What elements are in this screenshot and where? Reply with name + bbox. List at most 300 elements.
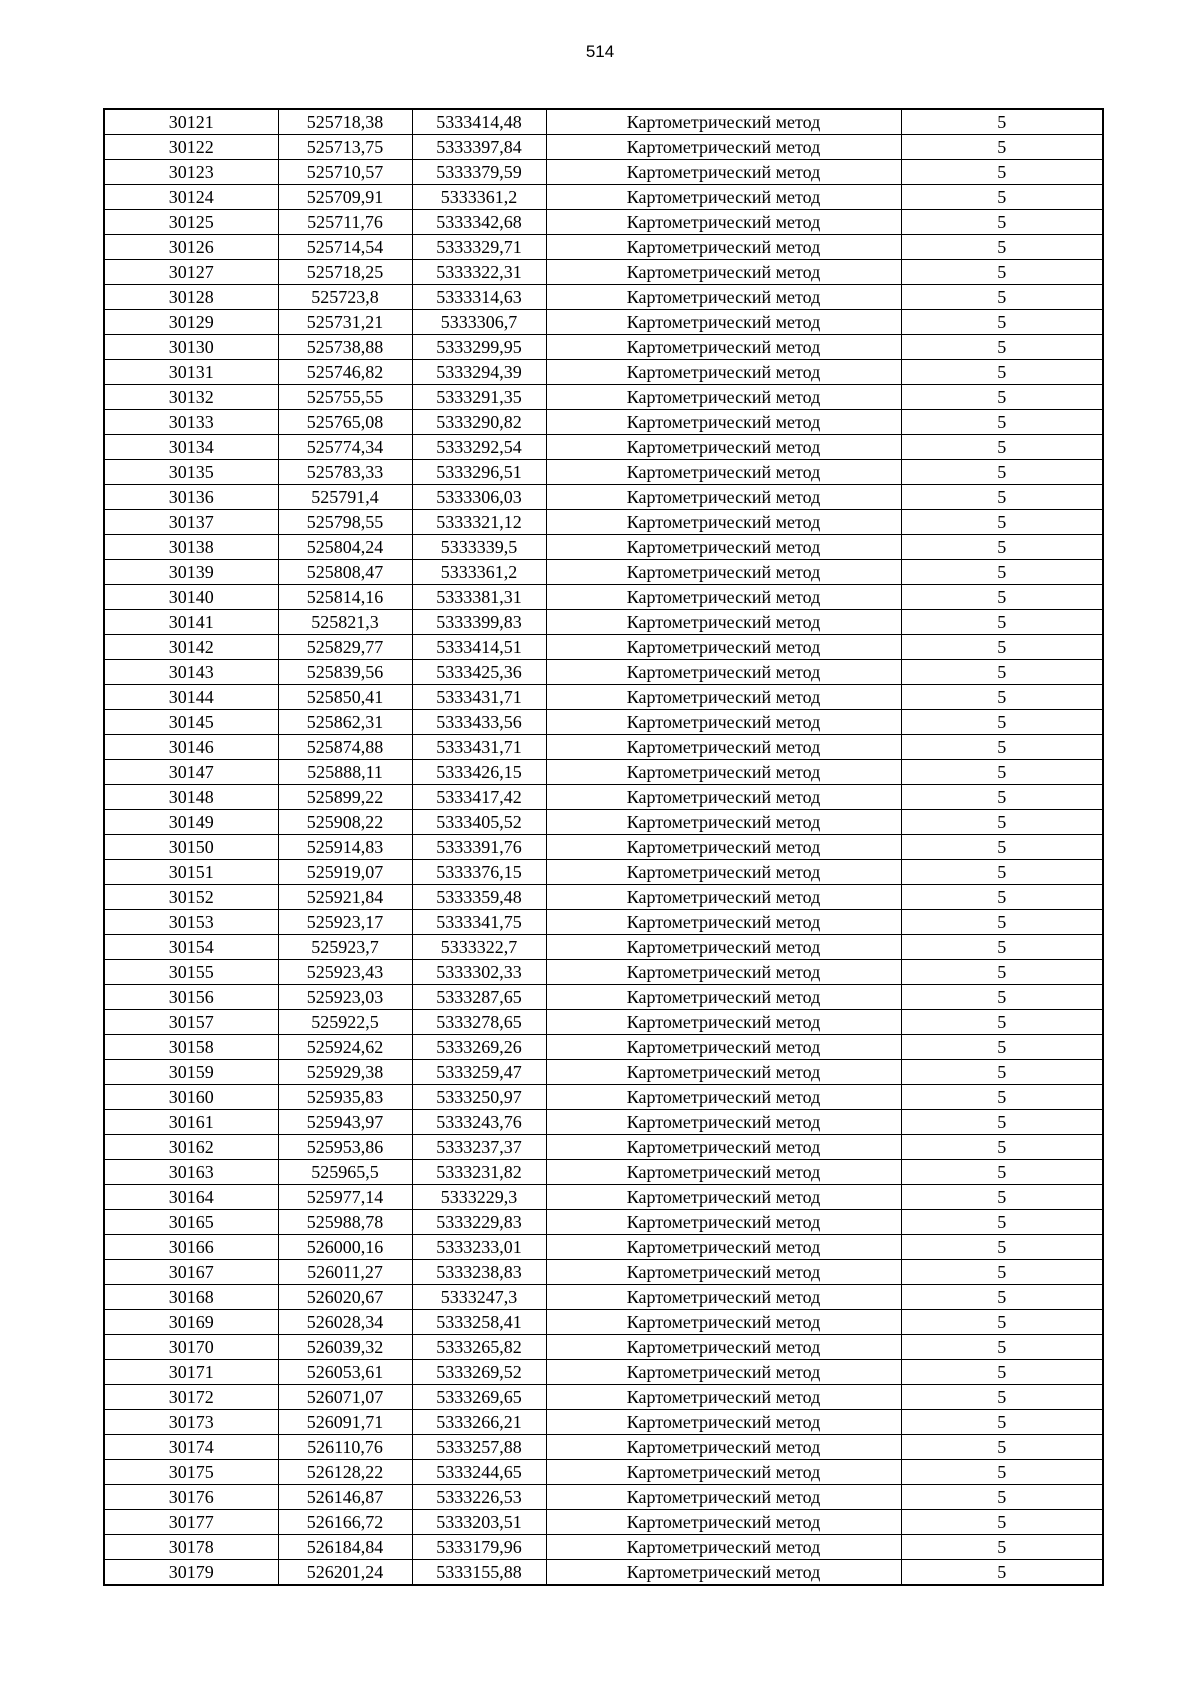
y-coordinate-cell: 5333397,84 — [412, 135, 546, 160]
y-coordinate-cell: 5333329,71 — [412, 235, 546, 260]
table-row — [104, 360, 1103, 385]
point-number-cell: 30131 — [104, 360, 278, 385]
method-cell: Картометрический метод — [546, 1185, 901, 1210]
point-number-cell: 30168 — [104, 1285, 278, 1310]
table-row — [104, 1010, 1103, 1035]
y-coordinate-cell: 5333433,56 — [412, 710, 546, 735]
method-cell: Картометрический метод — [546, 985, 901, 1010]
table-row — [104, 710, 1103, 735]
x-coordinate-cell: 526201,24 — [278, 1560, 412, 1586]
y-coordinate-cell: 5333391,76 — [412, 835, 546, 860]
y-coordinate-cell: 5333259,47 — [412, 1060, 546, 1085]
point-number-cell: 30174 — [104, 1435, 278, 1460]
method-cell: Картометрический метод — [546, 535, 901, 560]
method-cell: Картометрический метод — [546, 160, 901, 185]
table-row — [104, 935, 1103, 960]
accuracy-cell: 5 — [901, 710, 1103, 735]
x-coordinate-cell: 526166,72 — [278, 1510, 412, 1535]
table-row — [104, 910, 1103, 935]
y-coordinate-cell: 5333278,65 — [412, 1010, 546, 1035]
point-number-cell: 30134 — [104, 435, 278, 460]
y-coordinate-cell: 5333265,82 — [412, 1335, 546, 1360]
y-coordinate-cell: 5333321,12 — [412, 510, 546, 535]
coordinates-table — [103, 108, 1104, 1586]
x-coordinate-cell: 525923,17 — [278, 910, 412, 935]
method-cell: Картометрический метод — [546, 1035, 901, 1060]
accuracy-cell: 5 — [901, 510, 1103, 535]
y-coordinate-cell: 5333361,2 — [412, 185, 546, 210]
table-row — [104, 510, 1103, 535]
accuracy-cell: 5 — [901, 485, 1103, 510]
point-number-cell: 30177 — [104, 1510, 278, 1535]
table-row — [104, 235, 1103, 260]
x-coordinate-cell: 525791,4 — [278, 485, 412, 510]
x-coordinate-cell: 525988,78 — [278, 1210, 412, 1235]
point-number-cell: 30124 — [104, 185, 278, 210]
accuracy-cell: 5 — [901, 1510, 1103, 1535]
x-coordinate-cell: 525755,55 — [278, 385, 412, 410]
accuracy-cell: 5 — [901, 760, 1103, 785]
point-number-cell: 30153 — [104, 910, 278, 935]
x-coordinate-cell: 526028,34 — [278, 1310, 412, 1335]
table-row — [104, 1135, 1103, 1160]
table-row — [104, 210, 1103, 235]
table-row — [104, 885, 1103, 910]
method-cell: Картометрический метод — [546, 635, 901, 660]
method-cell: Картометрический метод — [546, 1460, 901, 1485]
y-coordinate-cell: 5333361,2 — [412, 560, 546, 585]
point-number-cell: 30143 — [104, 660, 278, 685]
point-number-cell: 30163 — [104, 1160, 278, 1185]
point-number-cell: 30165 — [104, 1210, 278, 1235]
y-coordinate-cell: 5333405,52 — [412, 810, 546, 835]
point-number-cell: 30126 — [104, 235, 278, 260]
table-row — [104, 1210, 1103, 1235]
y-coordinate-cell: 5333243,76 — [412, 1110, 546, 1135]
x-coordinate-cell: 526110,76 — [278, 1435, 412, 1460]
point-number-cell: 30144 — [104, 685, 278, 710]
y-coordinate-cell: 5333431,71 — [412, 735, 546, 760]
y-coordinate-cell: 5333322,7 — [412, 935, 546, 960]
method-cell: Картометрический метод — [546, 460, 901, 485]
method-cell: Картометрический метод — [546, 335, 901, 360]
point-number-cell: 30157 — [104, 1010, 278, 1035]
point-number-cell: 30132 — [104, 385, 278, 410]
accuracy-cell: 5 — [901, 785, 1103, 810]
accuracy-cell: 5 — [901, 810, 1103, 835]
y-coordinate-cell: 5333269,65 — [412, 1385, 546, 1410]
accuracy-cell: 5 — [901, 260, 1103, 285]
y-coordinate-cell: 5333306,7 — [412, 310, 546, 335]
accuracy-cell: 5 — [901, 560, 1103, 585]
table-row — [104, 535, 1103, 560]
method-cell: Картометрический метод — [546, 185, 901, 210]
y-coordinate-cell: 5333229,3 — [412, 1185, 546, 1210]
y-coordinate-cell: 5333258,41 — [412, 1310, 546, 1335]
x-coordinate-cell: 525888,11 — [278, 760, 412, 785]
x-coordinate-cell: 525839,56 — [278, 660, 412, 685]
point-number-cell: 30122 — [104, 135, 278, 160]
method-cell: Картометрический метод — [546, 1410, 901, 1435]
point-number-cell: 30171 — [104, 1360, 278, 1385]
table-row — [104, 1235, 1103, 1260]
y-coordinate-cell: 5333238,83 — [412, 1260, 546, 1285]
point-number-cell: 30141 — [104, 610, 278, 635]
table-row — [104, 1335, 1103, 1360]
x-coordinate-cell: 525862,31 — [278, 710, 412, 735]
accuracy-cell: 5 — [901, 1110, 1103, 1135]
accuracy-cell: 5 — [901, 185, 1103, 210]
accuracy-cell: 5 — [901, 335, 1103, 360]
method-cell: Картометрический метод — [546, 1435, 901, 1460]
y-coordinate-cell: 5333229,83 — [412, 1210, 546, 1235]
method-cell: Картометрический метод — [546, 710, 901, 735]
x-coordinate-cell: 526039,32 — [278, 1335, 412, 1360]
x-coordinate-cell: 526146,87 — [278, 1485, 412, 1510]
table-row — [104, 1060, 1103, 1085]
y-coordinate-cell: 5333414,51 — [412, 635, 546, 660]
table-row — [104, 385, 1103, 410]
y-coordinate-cell: 5333417,42 — [412, 785, 546, 810]
y-coordinate-cell: 5333257,88 — [412, 1435, 546, 1460]
point-number-cell: 30129 — [104, 310, 278, 335]
y-coordinate-cell: 5333233,01 — [412, 1235, 546, 1260]
x-coordinate-cell: 526020,67 — [278, 1285, 412, 1310]
method-cell: Картометрический метод — [546, 735, 901, 760]
table-row — [104, 760, 1103, 785]
point-number-cell: 30166 — [104, 1235, 278, 1260]
x-coordinate-cell: 525711,76 — [278, 210, 412, 235]
method-cell: Картометрический метод — [546, 810, 901, 835]
point-number-cell: 30148 — [104, 785, 278, 810]
table-row — [104, 160, 1103, 185]
x-coordinate-cell: 525808,47 — [278, 560, 412, 585]
method-cell: Картометрический метод — [546, 1285, 901, 1310]
method-cell: Картометрический метод — [546, 485, 901, 510]
table-row — [104, 1385, 1103, 1410]
accuracy-cell: 5 — [901, 460, 1103, 485]
accuracy-cell: 5 — [901, 1210, 1103, 1235]
method-cell: Картометрический метод — [546, 1510, 901, 1535]
table-row — [104, 635, 1103, 660]
point-number-cell: 30167 — [104, 1260, 278, 1285]
accuracy-cell: 5 — [901, 410, 1103, 435]
table-row — [104, 1535, 1103, 1560]
accuracy-cell: 5 — [901, 1235, 1103, 1260]
point-number-cell: 30138 — [104, 535, 278, 560]
accuracy-cell: 5 — [901, 885, 1103, 910]
accuracy-cell: 5 — [901, 610, 1103, 635]
accuracy-cell: 5 — [901, 685, 1103, 710]
accuracy-cell: 5 — [901, 1460, 1103, 1485]
point-number-cell: 30127 — [104, 260, 278, 285]
accuracy-cell: 5 — [901, 1360, 1103, 1385]
page-number: 514 — [585, 42, 615, 61]
y-coordinate-cell: 5333342,68 — [412, 210, 546, 235]
accuracy-cell: 5 — [901, 1035, 1103, 1060]
point-number-cell: 30125 — [104, 210, 278, 235]
y-coordinate-cell: 5333322,31 — [412, 260, 546, 285]
method-cell: Картометрический метод — [546, 860, 901, 885]
method-cell: Картометрический метод — [546, 135, 901, 160]
accuracy-cell: 5 — [901, 635, 1103, 660]
x-coordinate-cell: 525965,5 — [278, 1160, 412, 1185]
x-coordinate-cell: 526053,61 — [278, 1360, 412, 1385]
table-row — [104, 310, 1103, 335]
accuracy-cell: 5 — [901, 860, 1103, 885]
x-coordinate-cell: 525943,97 — [278, 1110, 412, 1135]
y-coordinate-cell: 5333381,31 — [412, 585, 546, 610]
point-number-cell: 30172 — [104, 1385, 278, 1410]
method-cell: Картометрический метод — [546, 109, 901, 135]
point-number-cell: 30147 — [104, 760, 278, 785]
y-coordinate-cell: 5333247,3 — [412, 1285, 546, 1310]
accuracy-cell: 5 — [901, 1010, 1103, 1035]
y-coordinate-cell: 5333306,03 — [412, 485, 546, 510]
accuracy-cell: 5 — [901, 1085, 1103, 1110]
table-row — [104, 585, 1103, 610]
accuracy-cell: 5 — [901, 1285, 1103, 1310]
accuracy-cell: 5 — [901, 235, 1103, 260]
table-row — [104, 435, 1103, 460]
y-coordinate-cell: 5333425,36 — [412, 660, 546, 685]
x-coordinate-cell: 525709,91 — [278, 185, 412, 210]
y-coordinate-cell: 5333287,65 — [412, 985, 546, 1010]
y-coordinate-cell: 5333179,96 — [412, 1535, 546, 1560]
x-coordinate-cell: 525774,34 — [278, 435, 412, 460]
y-coordinate-cell: 5333226,53 — [412, 1485, 546, 1510]
accuracy-cell: 5 — [901, 835, 1103, 860]
accuracy-cell: 5 — [901, 1160, 1103, 1185]
y-coordinate-cell: 5333244,65 — [412, 1460, 546, 1485]
point-number-cell: 30130 — [104, 335, 278, 360]
table-row — [104, 260, 1103, 285]
table-row — [104, 735, 1103, 760]
x-coordinate-cell: 525798,55 — [278, 510, 412, 535]
table-row — [104, 1410, 1103, 1435]
table-row — [104, 985, 1103, 1010]
point-number-cell: 30173 — [104, 1410, 278, 1435]
accuracy-cell: 5 — [901, 310, 1103, 335]
method-cell: Картометрический метод — [546, 1010, 901, 1035]
point-number-cell: 30170 — [104, 1335, 278, 1360]
x-coordinate-cell: 526128,22 — [278, 1460, 412, 1485]
method-cell: Картометрический метод — [546, 835, 901, 860]
point-number-cell: 30159 — [104, 1060, 278, 1085]
x-coordinate-cell: 525953,86 — [278, 1135, 412, 1160]
x-coordinate-cell: 526184,84 — [278, 1535, 412, 1560]
x-coordinate-cell: 525829,77 — [278, 635, 412, 660]
point-number-cell: 30178 — [104, 1535, 278, 1560]
method-cell: Картометрический метод — [546, 1085, 901, 1110]
x-coordinate-cell: 525914,83 — [278, 835, 412, 860]
point-number-cell: 30145 — [104, 710, 278, 735]
accuracy-cell: 5 — [901, 935, 1103, 960]
x-coordinate-cell: 525935,83 — [278, 1085, 412, 1110]
method-cell: Картометрический метод — [546, 210, 901, 235]
method-cell: Картометрический метод — [546, 960, 901, 985]
point-number-cell: 30160 — [104, 1085, 278, 1110]
method-cell: Картометрический метод — [546, 1310, 901, 1335]
point-number-cell: 30152 — [104, 885, 278, 910]
table-row — [104, 1085, 1103, 1110]
method-cell: Картометрический метод — [546, 1485, 901, 1510]
method-cell: Картометрический метод — [546, 310, 901, 335]
table-row — [104, 109, 1103, 135]
table-row — [104, 1110, 1103, 1135]
x-coordinate-cell: 526011,27 — [278, 1260, 412, 1285]
table-row — [104, 1185, 1103, 1210]
method-cell: Картометрический метод — [546, 760, 901, 785]
accuracy-cell: 5 — [901, 1060, 1103, 1085]
point-number-cell: 30139 — [104, 560, 278, 585]
method-cell: Картометрический метод — [546, 1535, 901, 1560]
y-coordinate-cell: 5333155,88 — [412, 1560, 546, 1586]
x-coordinate-cell: 525731,21 — [278, 310, 412, 335]
table-row — [104, 810, 1103, 835]
method-cell: Картометрический метод — [546, 885, 901, 910]
y-coordinate-cell: 5333299,95 — [412, 335, 546, 360]
table-row — [104, 1435, 1103, 1460]
point-number-cell: 30142 — [104, 635, 278, 660]
table-row — [104, 1285, 1103, 1310]
method-cell: Картометрический метод — [546, 1135, 901, 1160]
x-coordinate-cell: 525718,25 — [278, 260, 412, 285]
accuracy-cell: 5 — [901, 435, 1103, 460]
y-coordinate-cell: 5333203,51 — [412, 1510, 546, 1535]
method-cell: Картометрический метод — [546, 1360, 901, 1385]
x-coordinate-cell: 526071,07 — [278, 1385, 412, 1410]
y-coordinate-cell: 5333399,83 — [412, 610, 546, 635]
method-cell: Картометрический метод — [546, 660, 901, 685]
method-cell: Картометрический метод — [546, 235, 901, 260]
point-number-cell: 30121 — [104, 109, 278, 135]
table-row — [104, 1360, 1103, 1385]
table-row — [104, 1560, 1103, 1586]
x-coordinate-cell: 525746,82 — [278, 360, 412, 385]
point-number-cell: 30123 — [104, 160, 278, 185]
point-number-cell: 30140 — [104, 585, 278, 610]
table-row — [104, 1035, 1103, 1060]
method-cell: Картометрический метод — [546, 910, 901, 935]
x-coordinate-cell: 525908,22 — [278, 810, 412, 835]
point-number-cell: 30169 — [104, 1310, 278, 1335]
accuracy-cell: 5 — [901, 360, 1103, 385]
x-coordinate-cell: 525921,84 — [278, 885, 412, 910]
accuracy-cell: 5 — [901, 1135, 1103, 1160]
x-coordinate-cell: 525929,38 — [278, 1060, 412, 1085]
table-row — [104, 660, 1103, 685]
method-cell: Картометрический метод — [546, 1235, 901, 1260]
y-coordinate-cell: 5333294,39 — [412, 360, 546, 385]
method-cell: Картометрический метод — [546, 510, 901, 535]
accuracy-cell: 5 — [901, 1185, 1103, 1210]
y-coordinate-cell: 5333290,82 — [412, 410, 546, 435]
point-number-cell: 30161 — [104, 1110, 278, 1135]
accuracy-cell: 5 — [901, 660, 1103, 685]
accuracy-cell: 5 — [901, 385, 1103, 410]
table-row — [104, 285, 1103, 310]
accuracy-cell: 5 — [901, 1535, 1103, 1560]
x-coordinate-cell: 525923,03 — [278, 985, 412, 1010]
x-coordinate-cell: 525714,54 — [278, 235, 412, 260]
accuracy-cell: 5 — [901, 1260, 1103, 1285]
table-row — [104, 410, 1103, 435]
method-cell: Картометрический метод — [546, 935, 901, 960]
table-row — [104, 460, 1103, 485]
method-cell: Картометрический метод — [546, 1110, 901, 1135]
y-coordinate-cell: 5333250,97 — [412, 1085, 546, 1110]
table-row — [104, 960, 1103, 985]
y-coordinate-cell: 5333414,48 — [412, 109, 546, 135]
method-cell: Картометрический метод — [546, 585, 901, 610]
y-coordinate-cell: 5333431,71 — [412, 685, 546, 710]
accuracy-cell: 5 — [901, 135, 1103, 160]
point-number-cell: 30164 — [104, 1185, 278, 1210]
point-number-cell: 30150 — [104, 835, 278, 860]
x-coordinate-cell: 525821,3 — [278, 610, 412, 635]
y-coordinate-cell: 5333379,59 — [412, 160, 546, 185]
y-coordinate-cell: 5333426,15 — [412, 760, 546, 785]
point-number-cell: 30179 — [104, 1560, 278, 1586]
y-coordinate-cell: 5333296,51 — [412, 460, 546, 485]
table-row — [104, 1485, 1103, 1510]
method-cell: Картометрический метод — [546, 1160, 901, 1185]
point-number-cell: 30176 — [104, 1485, 278, 1510]
method-cell: Картометрический метод — [546, 435, 901, 460]
table-row — [104, 560, 1103, 585]
y-coordinate-cell: 5333339,5 — [412, 535, 546, 560]
y-coordinate-cell: 5333266,21 — [412, 1410, 546, 1435]
method-cell: Картометрический метод — [546, 1560, 901, 1586]
y-coordinate-cell: 5333359,48 — [412, 885, 546, 910]
table-row — [104, 610, 1103, 635]
y-coordinate-cell: 5333314,63 — [412, 285, 546, 310]
x-coordinate-cell: 525738,88 — [278, 335, 412, 360]
accuracy-cell: 5 — [901, 585, 1103, 610]
y-coordinate-cell: 5333302,33 — [412, 960, 546, 985]
x-coordinate-cell: 525899,22 — [278, 785, 412, 810]
accuracy-cell: 5 — [901, 160, 1103, 185]
x-coordinate-cell: 525922,5 — [278, 1010, 412, 1035]
table-row — [104, 335, 1103, 360]
method-cell: Картометрический метод — [546, 785, 901, 810]
point-number-cell: 30175 — [104, 1460, 278, 1485]
table-row — [104, 1260, 1103, 1285]
table-row — [104, 185, 1103, 210]
table-row — [104, 135, 1103, 160]
y-coordinate-cell: 5333231,82 — [412, 1160, 546, 1185]
method-cell: Картометрический метод — [546, 360, 901, 385]
x-coordinate-cell: 526091,71 — [278, 1410, 412, 1435]
table-body — [104, 109, 1103, 1585]
point-number-cell: 30156 — [104, 985, 278, 1010]
accuracy-cell: 5 — [901, 285, 1103, 310]
accuracy-cell: 5 — [901, 109, 1103, 135]
accuracy-cell: 5 — [901, 1310, 1103, 1335]
x-coordinate-cell: 525713,75 — [278, 135, 412, 160]
x-coordinate-cell: 525924,62 — [278, 1035, 412, 1060]
point-number-cell: 30154 — [104, 935, 278, 960]
table-row — [104, 860, 1103, 885]
table-row — [104, 1160, 1103, 1185]
accuracy-cell: 5 — [901, 735, 1103, 760]
accuracy-cell: 5 — [901, 1485, 1103, 1510]
x-coordinate-cell: 525923,43 — [278, 960, 412, 985]
point-number-cell: 30137 — [104, 510, 278, 535]
method-cell: Картометрический метод — [546, 1385, 901, 1410]
x-coordinate-cell: 525919,07 — [278, 860, 412, 885]
